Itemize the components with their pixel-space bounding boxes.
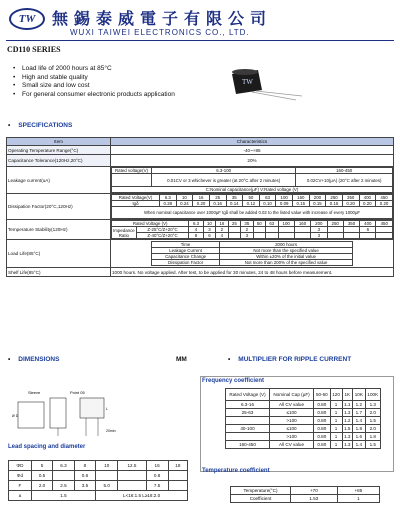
ts-subtable	[111, 220, 393, 239]
lead-size-cell: 18	[168, 461, 187, 471]
freq-header-cell: 100K	[365, 389, 380, 401]
freq-cell: 1.1	[342, 401, 353, 409]
leak-val-b: 0.02CV+10(μA) (20°C after 2 minutes)	[296, 174, 393, 187]
company-logo: TW	[9, 8, 45, 30]
freq-cell: >100	[269, 417, 313, 425]
df-value-cell: 0.14	[226, 201, 243, 207]
ts-r2-cell	[228, 233, 240, 239]
freq-cell: All CV value	[269, 441, 313, 449]
lead-d-cell: 0.6	[74, 471, 95, 481]
op-temp-value: -40~+85	[111, 146, 394, 155]
freq-row	[226, 417, 381, 425]
freq-cell: 1.4	[353, 417, 366, 425]
leakage-subtable	[111, 167, 393, 193]
df-subtable	[111, 194, 393, 219]
freq-cell: 1.3	[342, 409, 353, 417]
leak-rv-b: 160-450	[296, 168, 393, 174]
lead-table	[8, 460, 188, 501]
freq-row	[226, 441, 381, 449]
temp-heading: Temperature coefficient	[202, 468, 270, 474]
ts-voltage-cell: 160	[294, 221, 310, 227]
freq-cell: 1.5	[365, 417, 380, 425]
freq-row	[226, 409, 381, 417]
freq-cell: 1.3	[342, 441, 353, 449]
ts-r1-cell: 4	[189, 227, 203, 233]
col-characteristics-header: Characteristics	[111, 138, 394, 146]
ll-df-label: Dissipation Factor	[152, 260, 220, 266]
temperature-table	[230, 486, 380, 503]
lead-size-cell: 5	[31, 461, 52, 471]
a-header: a	[9, 491, 32, 501]
df-value-cell: 0.15	[309, 201, 326, 207]
ts-r2-cell: 3	[311, 233, 327, 239]
phi-d-small-header: Φd	[9, 471, 32, 481]
coef-value-cell: 1.53	[291, 495, 338, 503]
freq-heading: Frequency coefficient	[202, 378, 265, 384]
ll-leak: Not more than the specified value	[220, 248, 353, 254]
temp-h-temp: Temperature(°C)	[231, 487, 291, 495]
ts-r2-label: Z-40°C/Z+20°C	[136, 233, 189, 239]
df-voltage-cell: 6.3	[160, 195, 177, 201]
temp-value-cell: +70	[291, 487, 338, 495]
leak-note: C:Nominal capacitance(μF) V:Rated voltage (V)	[112, 187, 393, 193]
df-voltage-cell: 100	[276, 195, 293, 201]
freq-header-cell: 1K	[342, 389, 353, 401]
lead-f-cell: 2.5	[53, 481, 74, 491]
df-value-cell: 0.20	[359, 201, 376, 207]
freq-cell: All CV value	[269, 401, 313, 409]
dimensions-heading: • DIMENSIONS	[8, 356, 60, 363]
df-voltage-cell: 350	[342, 195, 359, 201]
specifications-heading: • SPECIFICATIONS	[8, 122, 73, 129]
series-title: CD110 SERIES	[7, 45, 61, 54]
ts-r2-cell	[327, 233, 343, 239]
freq-header-cell: 10K	[353, 389, 366, 401]
freq-cell: 25-63	[226, 409, 270, 417]
ts-r1-cell: 3	[311, 227, 327, 233]
ts-voltage-cell: 250	[327, 221, 343, 227]
freq-cell: 0.80	[314, 401, 331, 409]
ts-voltage-cell: 25	[228, 221, 240, 227]
freq-cell: 1.2	[353, 401, 366, 409]
freq-cell: 6.3-16	[226, 401, 270, 409]
ts-r2-cell	[360, 233, 376, 239]
ts-rv-label: Rated Voltage (V)	[112, 221, 189, 227]
lead-f-cell	[118, 481, 146, 491]
freq-cell: 1.3	[365, 401, 380, 409]
lead-f-cell: 7.5	[146, 481, 168, 491]
ll-cap-label: Capacitance Change	[152, 254, 220, 260]
ts-r2-cell	[253, 233, 265, 239]
df-label: Dissipation Factor(20°C,120Hz)	[7, 194, 111, 220]
sleeve-label: Sleeve	[28, 390, 41, 395]
specifications-table	[6, 137, 394, 277]
freq-cell: 1.2	[342, 417, 353, 425]
frequency-table	[225, 388, 381, 449]
ts-voltage-cell: 10	[203, 221, 215, 227]
lead-size-cell: 6.3	[53, 461, 74, 471]
leak-rv-label: Rated voltage(V)	[112, 168, 152, 174]
df-value-cell: 0.24	[176, 201, 193, 207]
ts-voltage-cell: 100	[278, 221, 294, 227]
freq-h-voltage: Rated Voltage (V)	[226, 389, 270, 401]
ts-r1-cell: 2	[241, 227, 253, 233]
freq-cell: 1	[330, 441, 342, 449]
df-value-cell: 0.15	[293, 201, 310, 207]
freq-row	[226, 433, 381, 441]
ts-voltage-cell: 16	[216, 221, 228, 227]
lead-d-cell	[118, 471, 146, 481]
pvc-label: Point 05	[70, 390, 85, 395]
df-value-cell: 0.12	[243, 201, 260, 207]
coef-value-cell: 1	[337, 495, 379, 503]
f-header: F	[9, 481, 32, 491]
company-name-cn: 無錫泰威電子有限公司	[52, 9, 273, 28]
freq-cell: 1.3	[342, 433, 353, 441]
lead-length-label: 20min	[106, 429, 116, 433]
df-voltage-cell: 63	[259, 195, 276, 201]
freq-cell: 1.6	[353, 433, 366, 441]
freq-row	[226, 425, 381, 433]
load-life-subtable	[151, 241, 353, 266]
temp-value-cell: +85	[337, 487, 379, 495]
feature-item: • For general consumer electronic products application	[22, 91, 212, 100]
df-voltage-cell: 25	[209, 195, 226, 201]
freq-row	[226, 401, 381, 409]
ts-r2-cell	[278, 233, 294, 239]
freq-cell: 0.80	[314, 433, 331, 441]
shelf-life-label: Shelf Life(85°C)	[7, 268, 111, 277]
ts-voltage-cell: 50	[253, 221, 265, 227]
freq-header-cell: 50-60	[314, 389, 331, 401]
leak-rv-a: 6.3-100	[152, 168, 296, 174]
freq-cell: 0.80	[314, 417, 331, 425]
ts-voltage-cell: 63	[266, 221, 278, 227]
load-life-label: Load Life(85°C)	[7, 240, 111, 268]
dimension-drawing	[10, 388, 190, 438]
freq-cell: >100	[269, 433, 313, 441]
df-tg-label: tgδ	[112, 201, 160, 207]
cap-tol-label: Capacitance Tolerance(120Hz,20°C)	[7, 155, 111, 167]
letterhead	[0, 0, 400, 44]
ts-r2-cell: 6	[203, 233, 215, 239]
freq-cell: 40-100	[226, 425, 270, 433]
ts-voltage-cell: 400	[360, 221, 376, 227]
ts-r1-cell: 6	[360, 227, 376, 233]
lead-d-cell	[96, 471, 118, 481]
freq-cell: 160-450	[226, 441, 270, 449]
df-voltage-cell: 35	[226, 195, 243, 201]
freq-cell: 1.4	[353, 441, 366, 449]
ts-r2-cell	[376, 233, 393, 239]
ts-r2-cell	[266, 233, 278, 239]
lead-size-cell: 8	[74, 461, 95, 471]
df-voltage-cell: 450	[376, 195, 393, 201]
ts-voltage-cell: 6.3	[189, 221, 203, 227]
cap-tol-value: 20%	[111, 155, 394, 167]
lead-f-cell: 5.0	[96, 481, 118, 491]
freq-cell: 1.5	[342, 425, 353, 433]
phi-d-header: ΦD	[9, 461, 32, 471]
ts-r2-cell: 4	[216, 233, 228, 239]
freq-cell: 2.0	[365, 409, 380, 417]
feature-item: • Load life of 2000 hours at 85°C	[22, 65, 212, 74]
df-value-cell: 0.09	[276, 201, 293, 207]
company-name-en: WUXI TAIWEI ELECTRONICS CO., LTD.	[70, 28, 250, 37]
leak-val-a: 0.01CV or 3 whichever is greater (at 20°C after 2 minutes)	[152, 174, 296, 187]
freq-header-cell: 120	[330, 389, 342, 401]
freq-cell	[226, 433, 270, 441]
l-label: L	[106, 407, 108, 411]
ts-voltage-cell: 200	[311, 221, 327, 227]
header-rule	[6, 40, 394, 41]
lead-d-cell	[168, 471, 187, 481]
ts-voltage-cell: 350	[343, 221, 359, 227]
df-value-cell: 0.10	[259, 201, 276, 207]
op-temp-label: Operating Temperature Range(°C)	[7, 146, 111, 155]
dimensions-unit: MM	[176, 356, 187, 363]
ts-voltage-cell: 450	[376, 221, 393, 227]
ts-r2-cell	[294, 233, 310, 239]
freq-cell: 2.0	[365, 425, 380, 433]
df-value-cell: 0.16	[209, 201, 226, 207]
a-value-large: L<16:1.5 L≥16:2.0	[96, 491, 188, 501]
df-value-cell: 0.20	[376, 201, 393, 207]
lead-size-cell: 16	[146, 461, 168, 471]
feature-item: • Small size and low cost	[22, 82, 212, 91]
feature-list	[22, 65, 212, 99]
ripple-heading: • MULTIPLIER FOR RIPPLE CURRENT	[228, 356, 352, 363]
ll-df: Not more than 200% of the specified value	[220, 260, 353, 266]
lead-d-cell: 0.8	[146, 471, 168, 481]
ts-imp-label: Impedance Ratio	[113, 227, 135, 238]
freq-cell: 1.8	[353, 425, 366, 433]
lead-d-cell: 0.5	[31, 471, 52, 481]
freq-cell: ≤100	[269, 409, 313, 417]
lead-heading: Lead spacing and diameter	[8, 444, 86, 450]
lead-size-cell: 12.5	[118, 461, 146, 471]
ll-time: 2000 hours	[220, 242, 353, 248]
d-label: Ø D	[12, 414, 19, 418]
ts-r1-cell: 3	[203, 227, 215, 233]
capacitor-photo	[218, 66, 310, 108]
df-value-cell: 0.20	[342, 201, 359, 207]
ll-cap: Within ±20% of the initial value	[220, 254, 353, 260]
freq-cell: 1.8	[365, 433, 380, 441]
ts-r2-cell	[343, 233, 359, 239]
freq-cell: 1	[330, 425, 342, 433]
freq-cell	[226, 417, 270, 425]
ts-r2-cell: 3	[241, 233, 253, 239]
df-voltage-cell: 160	[293, 195, 310, 201]
feature-item: • High and stable quality	[22, 74, 212, 83]
lead-f-cell: 2.0	[31, 481, 52, 491]
freq-cell: 0.80	[314, 425, 331, 433]
lead-size-cell: 10	[96, 461, 118, 471]
df-voltage-cell: 50	[243, 195, 260, 201]
freq-h-cap: Nominal Cap (μF)	[269, 389, 313, 401]
df-voltage-cell: 400	[359, 195, 376, 201]
freq-cell: 1	[330, 401, 342, 409]
leakage-label: Leakage current(uA)	[7, 167, 111, 194]
df-value-cell: 0.15	[326, 201, 343, 207]
freq-cell: 1	[330, 433, 342, 441]
df-voltage-cell: 16	[193, 195, 210, 201]
df-value-cell: 0.28	[160, 201, 177, 207]
freq-cell: 1	[330, 409, 342, 417]
a-value-small: 1.5	[31, 491, 95, 501]
df-voltage-cell: 10	[176, 195, 193, 201]
col-item-header: Item	[7, 138, 111, 146]
freq-cell: 1	[330, 417, 342, 425]
lead-f-cell	[168, 481, 187, 491]
df-rv-label: Rated Voltage(V)	[112, 195, 160, 201]
ll-time-label: Time	[152, 242, 220, 248]
ts-r1-cell: 2	[216, 227, 228, 233]
freq-cell: 1.7	[353, 409, 366, 417]
lead-d-cell	[53, 471, 74, 481]
freq-cell: 0.80	[314, 441, 331, 449]
ts-r1-label: Z-25°C/Z+20°C	[136, 227, 189, 233]
ts-voltage-cell: 35	[241, 221, 253, 227]
ll-leak-label: Leakage Current	[152, 248, 220, 254]
temp-h-coef: Coefficient	[231, 495, 291, 503]
df-voltage-cell: 200	[309, 195, 326, 201]
df-voltage-cell: 250	[326, 195, 343, 201]
ts-label: Temperature Stability(120Hz)	[7, 220, 111, 240]
freq-cell: 0.80	[314, 409, 331, 417]
freq-cell: 1.5	[365, 441, 380, 449]
df-note: When nominal capacitance over 1000μF tgδ shall be added 0.02 to the listed value with increase of every 1000μF	[112, 207, 393, 219]
freq-cell: ≤100	[269, 425, 313, 433]
df-value-cell: 0.20	[193, 201, 210, 207]
photo-logo: TW	[242, 78, 253, 86]
lead-f-cell: 3.5	[74, 481, 95, 491]
ts-r2-cell: 8	[189, 233, 203, 239]
shelf-life-value: 1000 hours. No voltage applied. After test, to be applied for 30 minutes, 24 to 48 hours before measurement.	[111, 268, 394, 277]
